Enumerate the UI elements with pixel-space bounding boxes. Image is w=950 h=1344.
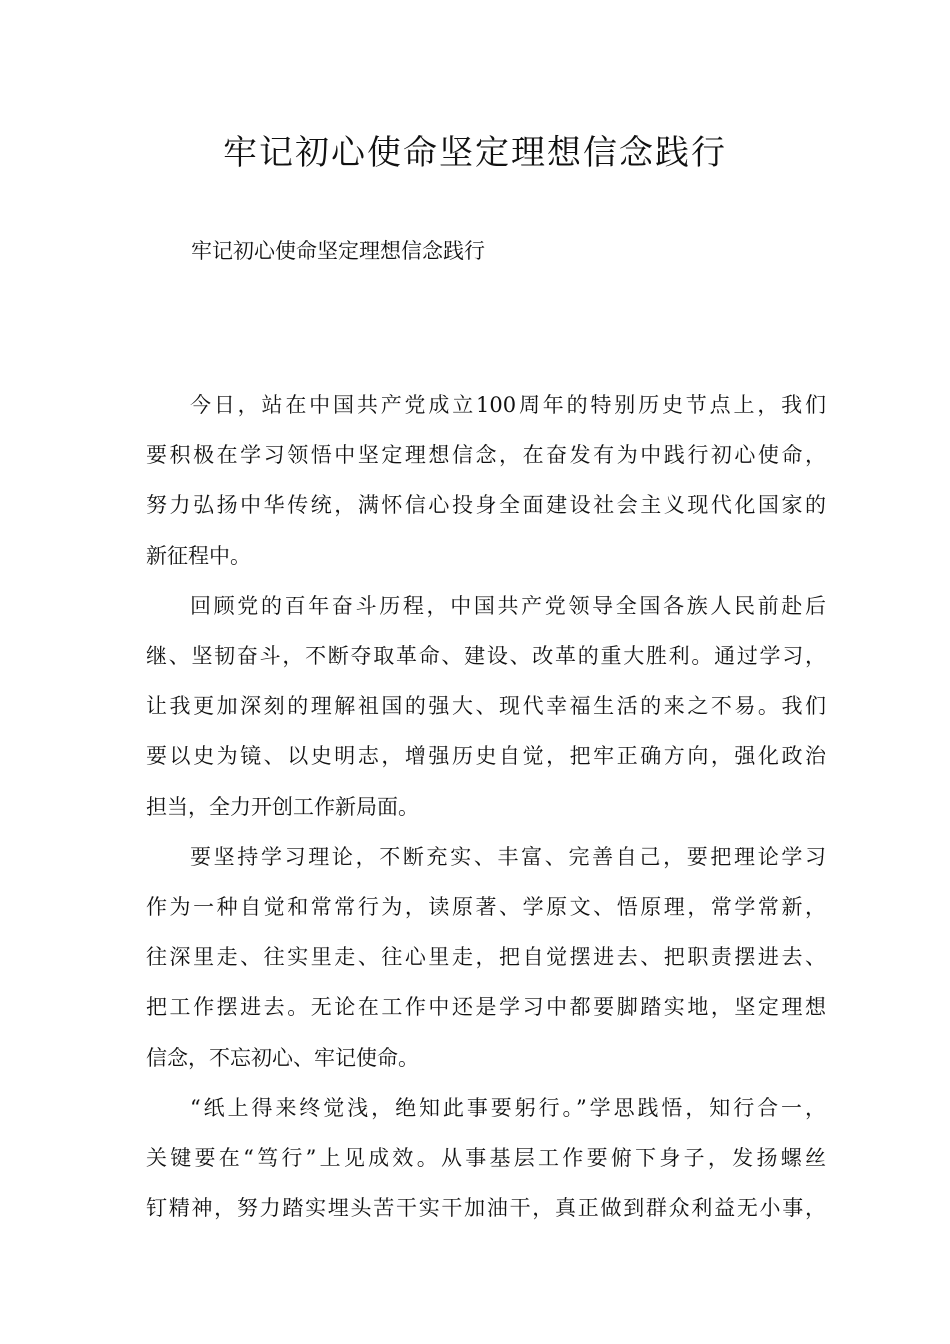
paragraph-line: 今日，站在中国共产党成立100周年的特别历史节点上，我们 (190, 393, 826, 417)
paragraph-line: 努力弘扬中华传统，满怀信心投身全面建设社会主义现代化国家的 (146, 493, 826, 518)
paragraph-line: 钉精神，努力踏实埋头苦干实干加油干，真正做到群众利益无小事， (146, 1196, 826, 1221)
paragraph-line: 往深里走、往实里走、往心里走，把自觉摆进去、把职责摆进去、 (146, 945, 826, 970)
paragraph (146, 1083, 826, 1234)
paragraph-line: 回顾党的百年奋斗历程，中国共产党领导全国各族人民前赴后 (190, 593, 826, 618)
document-body (146, 380, 826, 1233)
paragraph-line: 把工作摆进去。无论在工作中还是学习中都要脚踏实地，坚定理想 (146, 995, 826, 1020)
document-subtitle: 牢记初心使命坚定理想信念践行 (191, 239, 485, 263)
paragraph-line: 要坚持学习理论，不断充实、丰富、完善自己，要把理论学习 (190, 844, 826, 869)
paragraph-line: “纸上得来终觉浅，绝知此事要躬行。”学思践悟，知行合一， (190, 1095, 826, 1120)
paragraph (146, 581, 826, 832)
paragraph-line: 让我更加深刻的理解祖国的强大、现代幸福生活的来之不易。我们 (146, 694, 826, 719)
paragraph-line: 担当，全力开创工作新局面。 (146, 794, 419, 819)
paragraph-line: 要以史为镜、以史明志，增强历史自觉，把牢正确方向，强化政治 (146, 744, 826, 769)
paragraph-line: 继、坚韧奋斗，不断夺取革命、建设、改革的重大胜利。通过学习， (146, 644, 826, 669)
paragraph-line: 新征程中。 (146, 543, 251, 568)
paragraph-line: 信念，不忘初心、牢记使命。 (146, 1045, 419, 1070)
paragraph-line: 关键要在“笃行”上见成效。从事基层工作要俯下身子，发扬螺丝 (146, 1146, 826, 1171)
paragraph (146, 832, 826, 1083)
document-title: 牢记初心使命坚定理想信念践行 (223, 133, 727, 173)
paragraph (146, 380, 826, 581)
paragraph-line: 要积极在学习领悟中坚定理想信念，在奋发有为中践行初心使命， (146, 443, 826, 468)
paragraph-line: 作为一种自觉和常常行为，读原著、学原文、悟原理，常学常新， (146, 895, 826, 920)
